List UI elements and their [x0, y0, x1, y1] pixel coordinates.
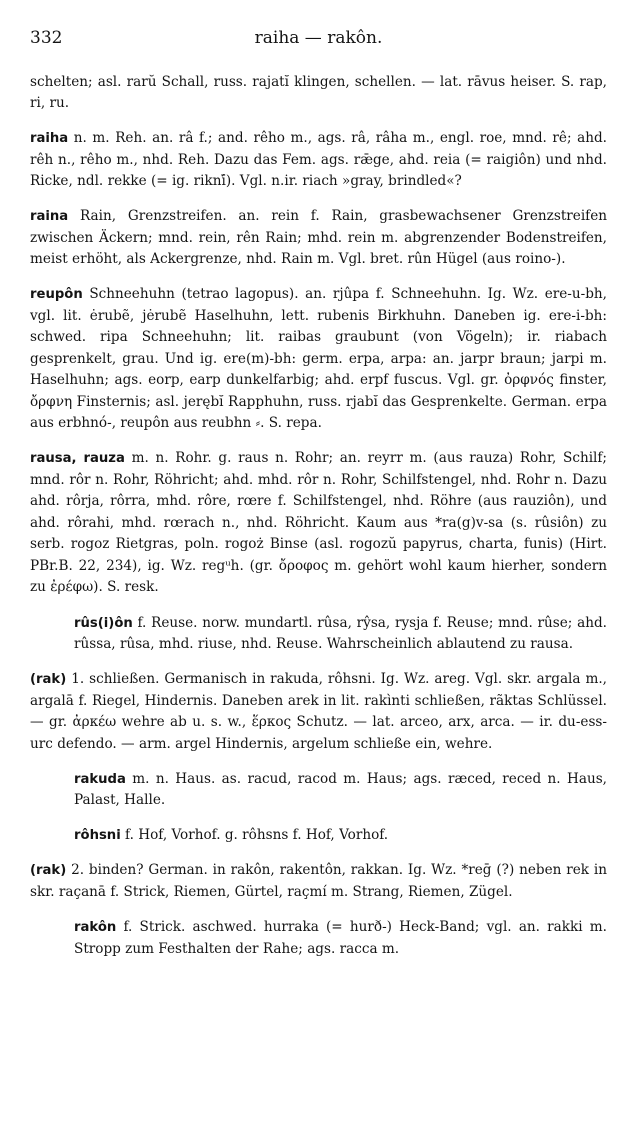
entry-lemma: rakuda	[74, 771, 126, 787]
dictionary-entry	[30, 448, 607, 599]
dictionary-entry	[30, 669, 607, 755]
page-number: 332	[30, 28, 63, 48]
entry-lemma: rûs(i)ôn	[74, 615, 133, 631]
dictionary-subentry	[30, 825, 607, 847]
entry-text: f. Strick. aschwed. hurraka (= hurð-) Heck-Band; vgl. an. rakki m. Stropp zum Festhalten der Rahe; ags. racca m.	[74, 919, 608, 957]
entries-body	[30, 72, 607, 960]
entry-text: f. Hof, Vorhof. g. rôhsns f. Hof, Vorhof.	[125, 827, 389, 844]
dictionary-subentry	[30, 769, 607, 812]
dictionary-entry	[30, 284, 607, 435]
entry-lemma: raiha	[30, 131, 69, 147]
entry-lemma: rausa, rauza	[30, 451, 125, 467]
entry-text: n. m. Reh. an. râ f.; and. rêho m., ags. râ, râha m., engl. roe, mnd. rê; ahd. rêh n., rêho m., nhd. Reh. Dazu das Fem. ags. rǣge, ahd. reia (= raigiôn) und nhd. Ricke, ndl. rekke (= ig. riknī́). Vgl. n.ir. riach »gray, brindled«?	[30, 130, 607, 190]
entry-text: Rain, Grenzstreifen. an. rein f. Rain, grasbewachsener Grenzstreifen zwischen Äckern; mnd. rein, rên Rain; mhd. rein m. abgrenzender Bodenstreifen, meist erhöht, als Ackergrenze, nhd. Rain m. Vgl. bret. rûn Hügel (aus roino-).	[30, 208, 607, 268]
entry-lemma: rôhsni	[74, 828, 121, 844]
dictionary-entry	[30, 128, 607, 193]
dictionary-subentry	[30, 917, 607, 960]
dictionary-page	[0, 28, 625, 1128]
entry-text: Schneehuhn (tetrao lagopus). an. rjûpa f. Schneehuhn. Ig. Wz. ere-u-bh, vgl. lit. ėrubẽ, jėrubẽ Haselhuhn, lett. rubenis Birkhuhn. Daneben ig. ere-i-bh: schwed. ripa Schneehuhn; lit. raibas graubunt (von Vögeln); ir. riabach gesprenkelt, grau. Und ig. ere(m)-bh: germ. erpa, arpa: an. jarpr braun; jarpi m. Haselhuhn; ags. eorp, earp dunkelfarbig; ahd. erpf fuscus. Vgl. gr. ὀρφνός finster, ὄρφνη Finsternis; asl. jerębĭ Rapphuhn, russ. rjabĭ das Gesprenkelte. German. erpa aus erbhnó-, reupôn aus reubhn ⸗. S. repa.	[30, 286, 607, 432]
dictionary-entry	[30, 72, 607, 115]
entry-text: f. Reuse. norw. mundartl. rûsa, rŷsa, rysja f. Reuse; mnd. rûse; ahd. rûssa, rûsa, mhd. riuse, nhd. Reuse. Wahrscheinlich ablautend zu rausa.	[74, 614, 607, 653]
entry-lemma: raina	[30, 209, 69, 225]
entry-text: schelten; asl. rarŭ Schall, russ. rajatĭ klingen, schellen. — lat. rāvus heiser. S. rap, ri, ru.	[30, 73, 607, 112]
entry-text: m. n. Rohr. g. raus n. Rohr; an. reyrr m. (aus rauza) Rohr, Schilf; mnd. rôr n. Rohr, Röhricht; ahd. mhd. rôr n. Rohr, Schilfstengel, nhd. Rohr n. Dazu ahd. rôrja, rôrra, mhd. rôre, rœre f. Schilfstengel, nhd. Röhre (aus rauziôn), und ahd. rôrahi, mhd. rœrach n., nhd. Röhricht. Kaum aus *ra(g)v-sa (s. rûsiôn) zu serb. rogoz Rietgras, poln. rogoż Binse (asl. rogozŭ papyrus, charta, funis) (Hirt. PBr.B. 22, 234), ig. Wz. regᵘh. (gr. ὄροφος m. gehört wohl kaum hierher, sondern zu ἐρέφω). S. resk.	[30, 450, 608, 596]
dictionary-entry	[30, 206, 607, 271]
entry-lemma: rakôn	[74, 920, 117, 936]
dictionary-entry	[30, 860, 607, 903]
entry-text: 2. binden? German. in rakôn, rakentôn, rakkan. Ig. Wz. *reḡ (?) neben rek in skr. raçanā f. Strick, Riemen, Gürtel, raçmí m. Strang, Riemen, Zügel.	[30, 862, 607, 900]
entry-lemma: (rak)	[30, 863, 67, 879]
entry-text: 1. schließen. Germanisch in rakuda, rôhsni. Ig. Wz. areg. Vgl. skr. argala m., argalā f. Riegel, Hindernis. Daneben arek in lit. rakìnti schließen, rãktas Schlüssel. — gr. ἀρκέω wehre ab u. s. w., ἕρκος Schutz. — lat. arceo, arx, arca. — ir. du-ess-urc defendo. — arm. argel Hindernis, argelum schließe ein, wehre.	[30, 671, 607, 752]
running-title: raiha — rakôn.	[254, 28, 383, 48]
entry-lemma: reupôn	[30, 287, 83, 303]
entry-text: m. n. Haus. as. racud, racod m. Haus; ags. ræced, reced n. Haus, Palast, Halle.	[74, 770, 607, 809]
dictionary-subentry	[30, 613, 607, 656]
entry-lemma: (rak)	[30, 672, 67, 688]
page-header	[30, 28, 607, 58]
